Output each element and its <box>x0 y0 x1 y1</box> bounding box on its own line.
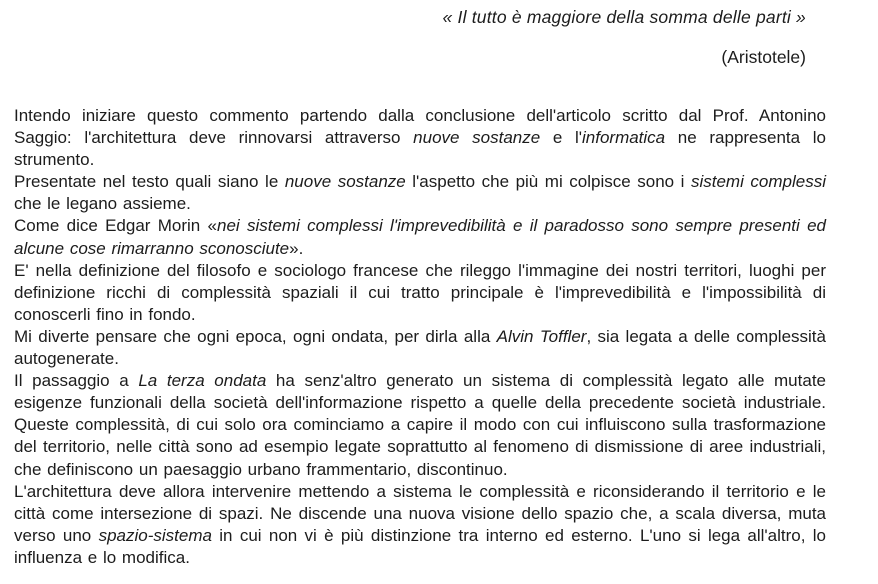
italic-text-run: informatica <box>582 128 666 148</box>
paragraph <box>14 481 826 569</box>
text-run: Come dice Edgar Morin « <box>14 216 217 236</box>
epigraph-attribution: (Aristotele) <box>721 47 806 67</box>
paragraph <box>14 260 826 326</box>
italic-text-run: nuove sostanze <box>413 128 541 148</box>
text-run: che le legano assieme. <box>14 194 191 214</box>
epigraph <box>0 0 878 68</box>
text-run: ». <box>289 238 304 258</box>
paragraph <box>14 326 826 370</box>
epigraph-quote: « Il tutto è maggiore della somma delle parti » <box>442 7 806 27</box>
paragraph <box>14 105 826 171</box>
text-run: l'aspetto che più mi colpisce sono i <box>405 172 691 192</box>
text-run: Mi diverte pensare che ogni epoca, ogni ondata, per dirla alla <box>14 326 497 346</box>
paragraph <box>14 171 826 215</box>
text-run: ha senz'altro generato un sistema di complessità legato alle mutate esigenze funzionali della società dell'informazione rispetto a quelle della precedente società industriale. Queste complessità, di cui solo ora cominciamo a capire il modo con cui influiscono sulla trasformazione del territorio, nelle città sono ad esempio legate soprattutto al fenomeno di dismissione di aree industriali, che definiscono un paesaggio urbano frammentario, discontinuo. <box>14 371 826 479</box>
body-text <box>0 105 878 569</box>
text-run: L'architettura deve allora intervenire mettendo a sistema le complessità e riconsiderando il territorio e le città come intersezione di spazi. Ne discende una nuova visione dello spazio che, a scala diversa, muta verso uno <box>14 481 826 545</box>
text-run: in cui non vi è più distinzione tra interno ed esterno. L'uno si lega all'altro, lo influenza e lo modifica. <box>14 525 826 567</box>
text-run: , sia legata a delle complessità autogenerate. <box>14 326 826 369</box>
text-run: Il passaggio a <box>14 371 139 391</box>
italic-text-run: sistemi complessi <box>690 172 826 192</box>
italic-text-run: nei sistemi complessi l'imprevedibilità e il paradosso sono sempre presenti ed alcune cose rimarranno sconosciute <box>14 216 826 258</box>
italic-text-run: La terza ondata <box>138 371 267 391</box>
paragraph <box>14 370 826 480</box>
italic-text-run: nuove sostanze <box>284 172 406 192</box>
text-run: Intendo iniziare questo commento partendo dalla conclusione dell'articolo scritto dal Prof. Antonino Saggio: l'architettura deve rinnovarsi attraverso <box>14 106 826 148</box>
italic-text-run: spazio-sistema <box>98 525 212 545</box>
text-run: E' nella definizione del filosofo e sociologo francese che rileggo l'immagine dei nostri territori, luoghi per definizione ricchi di complessità spaziali il cui tratto principale è l'imprevedibilità e l'impossibilità di conoscerli fino in fondo. <box>14 260 826 324</box>
paragraph <box>14 215 826 259</box>
text-run: Presentate nel testo quali siano le <box>14 172 285 192</box>
text-run: e l' <box>540 128 582 148</box>
text-run: ne rappresenta lo strumento. <box>14 128 826 170</box>
italic-text-run: Alvin Toffler <box>496 326 587 346</box>
